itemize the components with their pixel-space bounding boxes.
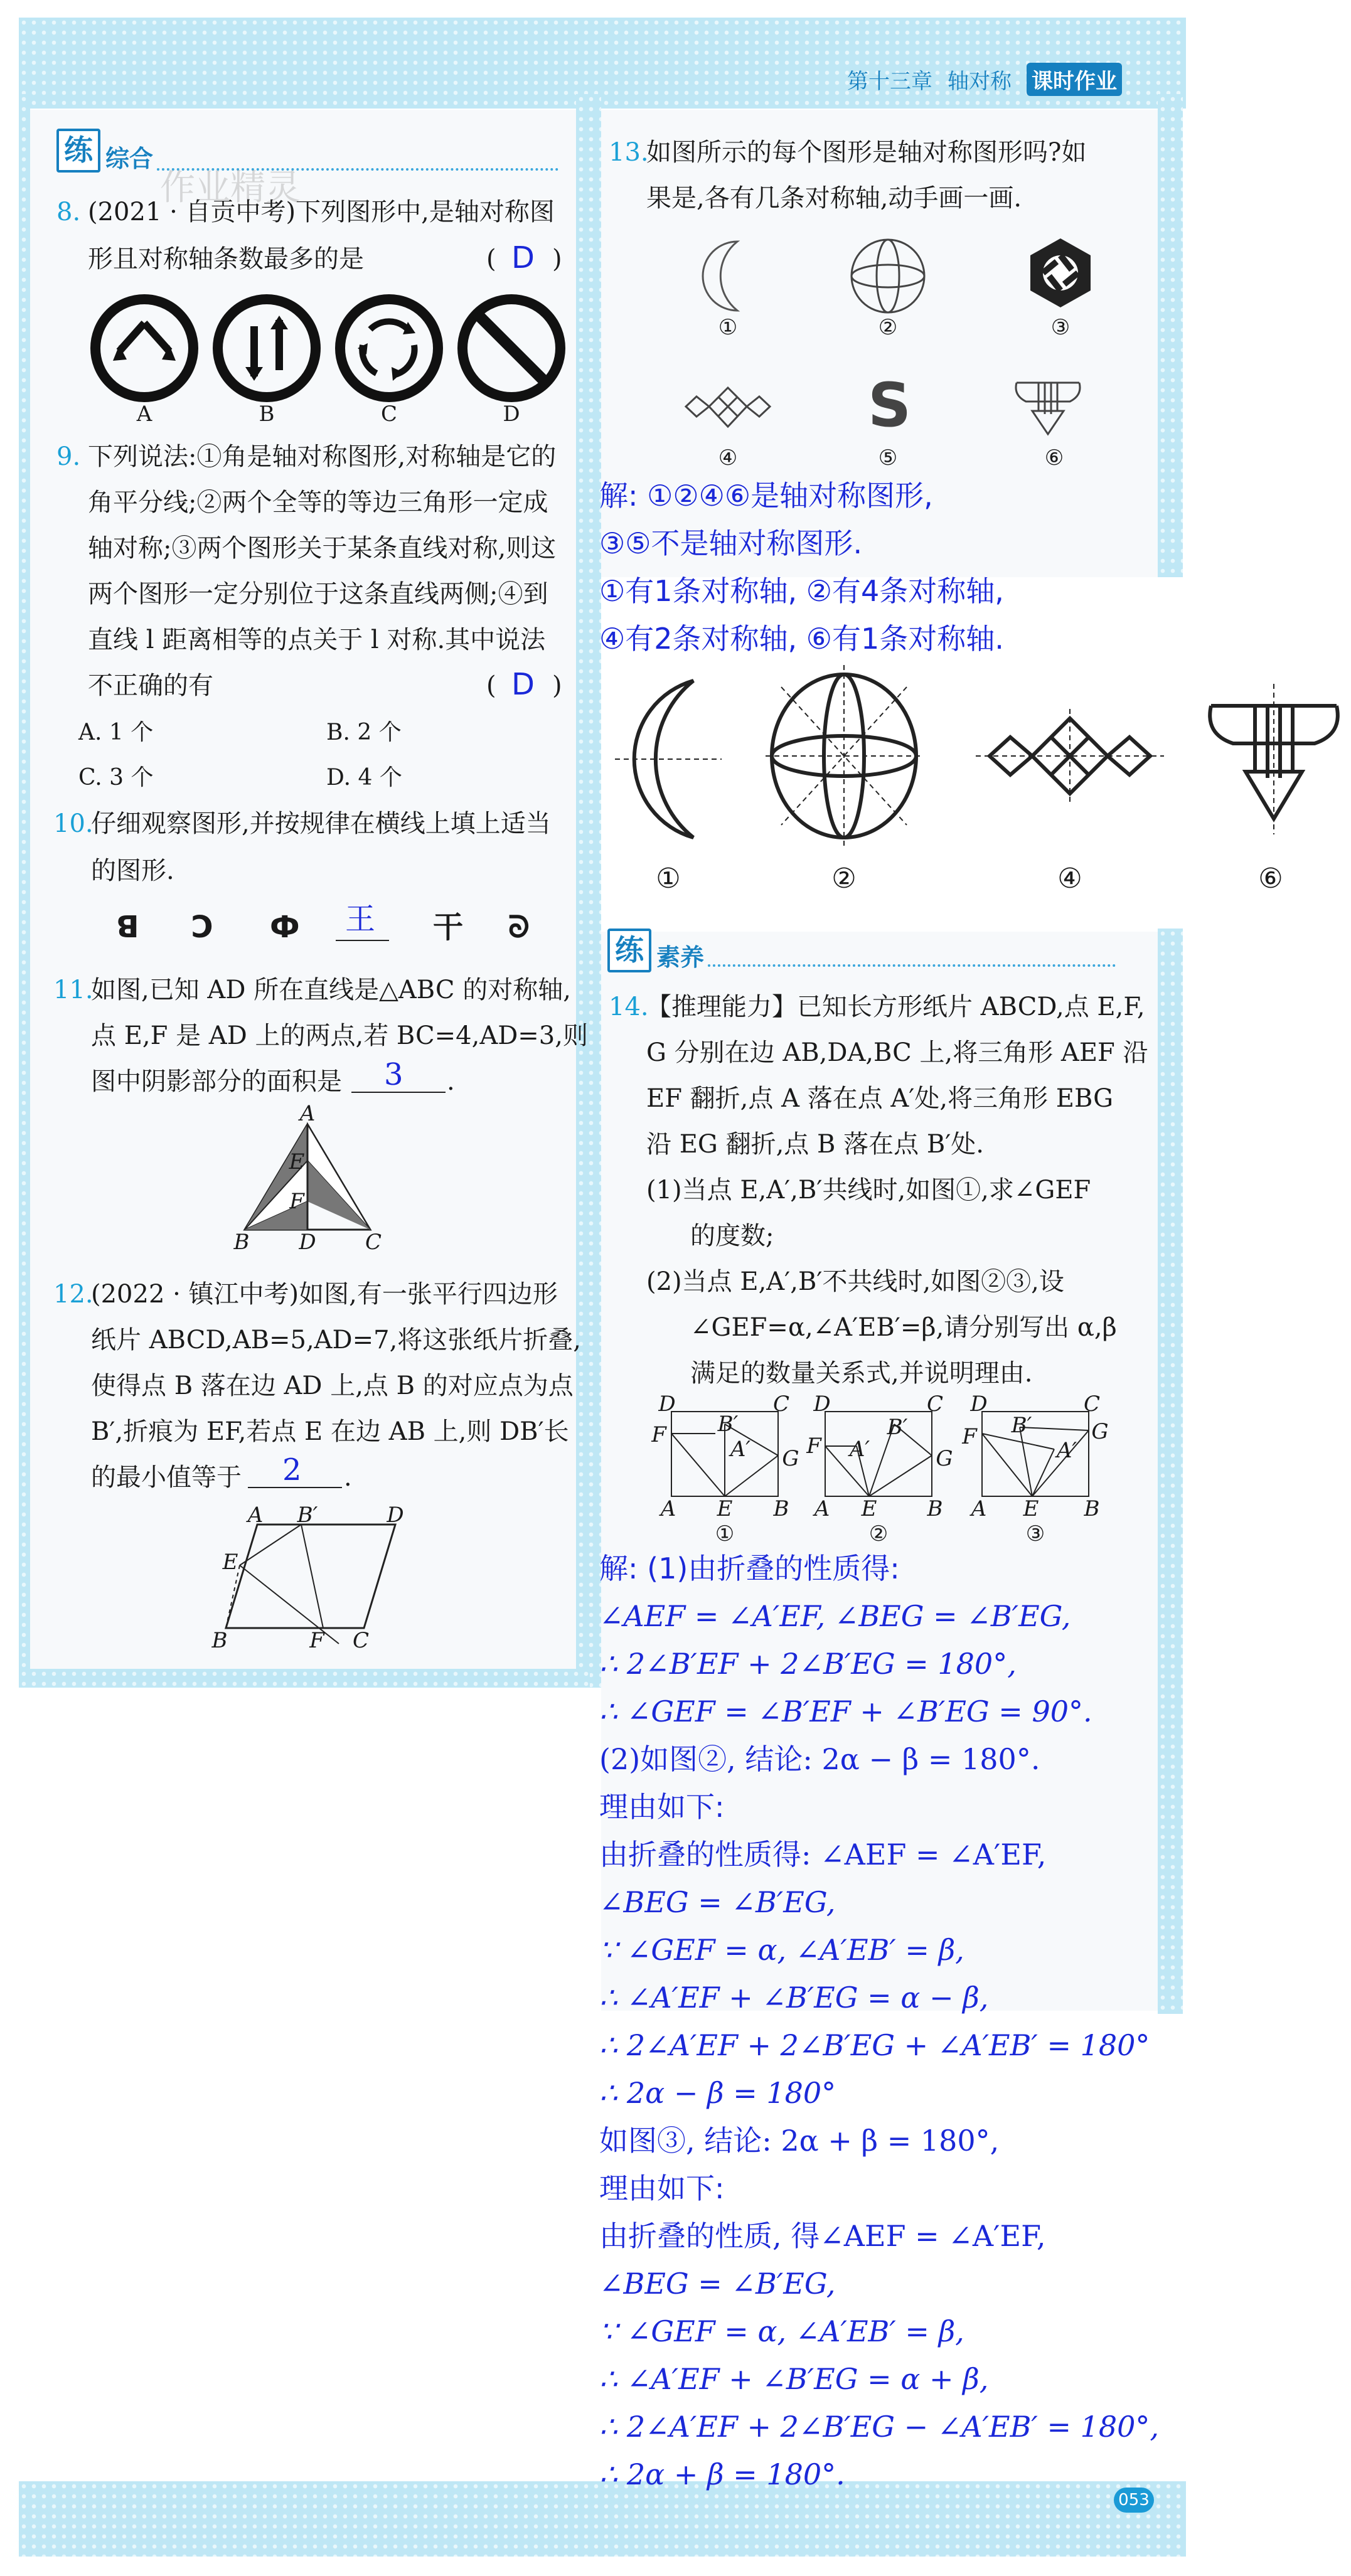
q8-label-c: C xyxy=(380,402,397,427)
q11-line-3: 图中阴影部分的面积是 xyxy=(91,1067,342,1096)
q9-line-2: 角平分线;②两个全等的等边三角形一定成 xyxy=(88,488,548,517)
q13-number: 13. xyxy=(609,138,649,167)
q11-label-e: E xyxy=(289,1149,305,1174)
q14-solution-line-9: ∵ ∠GEF = α, ∠A′EB′ = β, xyxy=(599,1933,964,1967)
q14-solution-line-8: ∠BEG = ∠B′EG, xyxy=(599,1885,836,1919)
q12-line-3: 使得点 B 落在边 AD 上,点 B 的对应点为点 xyxy=(91,1371,574,1400)
q9-answer: D xyxy=(511,667,535,702)
q13-axis-label-6: ⑥ xyxy=(1258,863,1283,895)
q14-sub2-line-1: (2)当点 E,A′,B′不共线时,如图②③,设 xyxy=(646,1267,1064,1296)
q11-blank-line xyxy=(351,1092,446,1093)
q14-f1-label-bp: B′ xyxy=(717,1412,739,1437)
q13-axis-label-4: ④ xyxy=(1057,863,1082,895)
q14-f3-label-c: C xyxy=(1083,1392,1100,1417)
q8-sign-a xyxy=(88,292,201,405)
q13-solution-line-4: ④有2条对称轴, ⑥有1条对称轴. xyxy=(599,622,1004,656)
right-stripe-bottom xyxy=(1158,929,1183,2014)
q9-line-1: 下列说法:①角是轴对称图形,对称轴是它的 xyxy=(88,442,557,471)
q14-f2-label-c: C xyxy=(926,1392,943,1417)
q12-label-bp: B′ xyxy=(297,1503,318,1528)
q12-label-d: D xyxy=(387,1503,404,1528)
q12-period: . xyxy=(344,1463,352,1492)
q13-flower-figure xyxy=(847,235,929,317)
q12-label-e: E xyxy=(222,1550,238,1575)
q13-axis-flower xyxy=(762,662,926,850)
section-title-literacy: 素养 xyxy=(656,944,705,971)
q12-line-1: (2022 · 镇江中考)如图,有一张平行四边形 xyxy=(91,1280,558,1309)
q13-caption-3: ③ xyxy=(1050,315,1071,340)
q14-f3-label-g: G xyxy=(1091,1419,1109,1444)
q12-line-5: 的最小值等于 xyxy=(91,1463,242,1492)
q9-number: 9. xyxy=(56,442,81,471)
q14-sub1-line-2: 的度数; xyxy=(690,1221,774,1250)
q14-f2-label-g: G xyxy=(936,1446,953,1471)
q13-moon-figure xyxy=(706,238,750,314)
q13-caption-1: ① xyxy=(718,315,738,340)
q11-period: . xyxy=(447,1067,455,1096)
q12-label-b: B xyxy=(211,1628,228,1653)
q9-paren-right: ) xyxy=(552,671,562,700)
q14-f2-label-f: F xyxy=(806,1434,821,1459)
q14-f3-label-b: B xyxy=(1084,1496,1100,1521)
q8-answer: D xyxy=(511,240,535,275)
q13-caption-2: ② xyxy=(878,315,898,340)
q8-paren-left: ( xyxy=(486,245,496,274)
q8-sign-d xyxy=(455,292,568,405)
q14-line-3: EF 翻折,点 A 落在点 A′处,将三角形 EBG xyxy=(646,1084,1114,1113)
q14-solution-line-13: 如图③, 结论: 2α + β = 180°, xyxy=(599,2124,1000,2158)
q14-f2-label-a: A xyxy=(814,1496,830,1521)
q9-option-d: D. 4 个 xyxy=(326,765,402,790)
q11-label-a: A xyxy=(299,1101,316,1126)
q14-f2-label-b: B xyxy=(927,1496,943,1521)
q10-shape-3: Ф xyxy=(270,910,300,945)
q13-caption-6: ⑥ xyxy=(1044,445,1064,471)
q9-line-5: 直线 l 距离相等的点关于 l 对称.其中说法 xyxy=(88,625,546,654)
q14-line-4: 沿 EG 翻折,点 B 落在点 B′处. xyxy=(646,1130,985,1159)
q14-solution-line-7: 由折叠的性质得: ∠AEF = ∠A′EF, xyxy=(599,1838,1047,1871)
right-stripe-top xyxy=(1158,94,1183,577)
q14-f3-label-f: F xyxy=(962,1424,977,1449)
q10-shape-5: 干 xyxy=(433,910,464,945)
q13-line-2: 果是,各有几条对称轴,动手画一画. xyxy=(646,184,1022,213)
q12-blank-line xyxy=(248,1487,342,1488)
q10-line-1: 仔细观察图形,并按规律在横线上填上适当 xyxy=(91,809,551,838)
q12-line-4: B′,折痕为 EF,若点 E 在边 AB 上,则 DB′长 xyxy=(91,1417,569,1446)
q11-number: 11. xyxy=(53,976,93,1004)
q14-f3-label-d: D xyxy=(970,1392,988,1417)
q8-paren-right: ) xyxy=(552,245,562,274)
q12-number: 12. xyxy=(53,1280,93,1309)
q10-shape-1: ꓭ xyxy=(116,910,139,945)
q14-sub1-line-1: (1)当点 E,A′,B′共线时,如图①,求∠GEF xyxy=(646,1176,1091,1205)
q14-solution-line-5: (2)如图②, 结论: 2α − β = 180°. xyxy=(599,1742,1040,1776)
q14-f1-label-ap: A′ xyxy=(730,1437,751,1462)
q14-solution-line-19: ∴ 2∠A′EF + 2∠B′EG − ∠A′EB′ = 180°, xyxy=(599,2410,1160,2444)
q14-f2-label-ap: A′ xyxy=(849,1437,870,1462)
q12-line-2: 纸片 ABCD,AB=5,AD=7,将这张纸片折叠, xyxy=(91,1326,582,1355)
q14-solution-line-1: 解: (1)由折叠的性质得: xyxy=(599,1551,900,1585)
q10-line-2: 的图形. xyxy=(91,856,174,885)
q13-knot-figure xyxy=(681,383,775,433)
q8-label-a: A xyxy=(136,402,152,427)
q11-answer: 3 xyxy=(384,1057,403,1092)
q9-option-a: A. 1 个 xyxy=(78,720,154,745)
q14-f2-label-bp: B′ xyxy=(887,1415,908,1440)
q14-solution-line-3: ∴ 2∠B′EF + 2∠B′EG = 180°, xyxy=(599,1647,1017,1681)
q13-axis-knot xyxy=(976,709,1164,803)
q10-number: 10. xyxy=(53,809,93,838)
q9-paren-left: ( xyxy=(486,671,496,700)
q13-solution-line-2: ③⑤不是轴对称图形. xyxy=(599,526,863,560)
q14-solution-line-15: 由折叠的性质, 得∠AEF = ∠A′EF, xyxy=(599,2219,1046,2253)
q10-shape-2: ꓛ xyxy=(191,910,214,945)
q13-line-1: 如图所示的每个图形是轴对称图形吗?如 xyxy=(646,138,1087,167)
q8-number: 8. xyxy=(56,198,81,226)
q10-blank-line xyxy=(336,940,389,941)
q13-solution-line-1: 解: ①②④⑥是轴对称图形, xyxy=(599,479,933,513)
q14-sub2-line-3: 满足的数量关系式,并说明理由. xyxy=(690,1359,1033,1388)
section-icon-literacy: 练 xyxy=(607,929,651,972)
q14-solution-line-4: ∴ ∠GEF = ∠B′EF + ∠B′EG = 90°. xyxy=(599,1695,1092,1728)
q14-solution-line-18: ∴ ∠A′EF + ∠B′EG = α + β, xyxy=(599,2362,989,2396)
q14-sub2-line-2: ∠GEF=α,∠A′EB′=β,请分别写出 α,β xyxy=(690,1313,1117,1342)
left-bottom-band xyxy=(19,1669,590,1688)
q13-caption-4: ④ xyxy=(718,445,738,471)
q14-solution-line-14: 理由如下: xyxy=(599,2171,725,2205)
q10-shape-6: ᘐ xyxy=(508,910,530,945)
page-number: 053 xyxy=(1114,2488,1154,2513)
q11-line-2: 点 E,F 是 AD 上的两点,若 BC=4,AD=3,则 xyxy=(91,1021,588,1050)
q11-triangle-figure xyxy=(232,1117,383,1242)
q9-option-c: C. 3 个 xyxy=(78,765,154,790)
q11-label-c: C xyxy=(365,1230,382,1255)
q13-axis-label-1: ① xyxy=(656,863,681,895)
q9-line-4: 两个图形一定分别位于这条直线两侧;④到 xyxy=(88,580,548,609)
q14-f1-label-f: F xyxy=(651,1422,666,1447)
watermark: 作业精灵 xyxy=(160,168,301,208)
q14-line-1: 【推理能力】已知长方形纸片 ABCD,点 E,F, xyxy=(646,993,1145,1021)
q12-label-c: C xyxy=(352,1628,369,1653)
chapter-header xyxy=(847,61,1122,97)
q8-label-d: D xyxy=(503,402,520,427)
q8-sign-c xyxy=(333,292,446,405)
q14-solution-line-17: ∵ ∠GEF = α, ∠A′EB′ = β, xyxy=(599,2314,964,2348)
q14-f3-label-e: E xyxy=(1023,1496,1039,1521)
q14-f2-label-d: D xyxy=(813,1392,831,1417)
left-stripe xyxy=(19,94,30,1688)
chapter-label: 第十三章 xyxy=(847,68,932,94)
q11-label-b: B xyxy=(233,1230,250,1255)
q13-axis-lyre xyxy=(1205,684,1343,834)
q14-line-2: G 分别在边 AB,DA,BC 上,将三角形 AEF 沿 xyxy=(646,1038,1148,1067)
q13-axis-label-2: ② xyxy=(831,863,857,895)
q14-f1-label-e: E xyxy=(717,1496,733,1521)
middle-stripe xyxy=(576,94,601,1688)
q14-solution-line-11: ∴ 2∠A′EF + 2∠B′EG + ∠A′EB′ = 180° xyxy=(599,2028,1150,2062)
q14-f1-label-b: B xyxy=(773,1496,789,1521)
q9-line-3: 轴对称;③两个图形关于某条直线对称,则这 xyxy=(88,534,557,563)
q14-f1-label-c: C xyxy=(772,1392,789,1417)
q14-solution-line-20: ∴ 2α + β = 180°. xyxy=(599,2457,845,2491)
q14-figure-2 xyxy=(822,1408,935,1503)
q14-number: 14. xyxy=(609,993,649,1021)
section-title-comprehensive: 综合 xyxy=(105,145,154,173)
q14-solution-line-12: ∴ 2α − β = 180° xyxy=(599,2076,836,2110)
brand-label: 课时作业 xyxy=(1027,63,1122,96)
q13-axis-moon xyxy=(612,674,725,844)
q14-solution-line-6: 理由如下: xyxy=(599,1790,725,1824)
q13-s-figure: S xyxy=(868,370,912,440)
q13-solution-line-3: ①有1条对称轴, ②有4条对称轴, xyxy=(599,574,1004,608)
q8-line-2: 形且对称轴条数最多的是 xyxy=(88,245,364,274)
q14-fig-caption-2: ② xyxy=(868,1521,889,1546)
topic-label: 轴对称 xyxy=(948,68,1012,94)
q10-answer: 王 xyxy=(345,902,376,937)
q14-f3-label-bp: B′ xyxy=(1011,1413,1032,1438)
q12-label-f: F xyxy=(309,1628,324,1653)
q14-f3-label-ap: A′ xyxy=(1056,1438,1077,1463)
q13-lyre-figure xyxy=(1010,376,1086,439)
q12-label-a: A xyxy=(247,1503,264,1528)
q12-answer: 2 xyxy=(282,1452,302,1488)
q8-line-1: (2021 · 自贡中考)下列图形中,是轴对称图 xyxy=(88,198,555,226)
q13-aperture-figure xyxy=(1023,235,1098,311)
q14-fig-caption-1: ① xyxy=(715,1521,735,1546)
q14-fig-caption-3: ③ xyxy=(1025,1521,1045,1546)
q9-option-b: B. 2 个 xyxy=(326,720,402,745)
q14-solution-line-10: ∴ ∠A′EF + ∠B′EG = α − β, xyxy=(599,1981,989,2014)
q14-f1-label-d: D xyxy=(658,1392,676,1417)
section-icon-practice: 练 xyxy=(56,129,100,173)
q14-solution-line-16: ∠BEG = ∠B′EG, xyxy=(599,2267,836,2301)
q14-f1-label-a: A xyxy=(660,1496,676,1521)
q14-f1-label-g: G xyxy=(782,1446,799,1471)
q13-caption-5: ⑤ xyxy=(878,445,898,471)
q14-f3-label-a: A xyxy=(971,1496,987,1521)
section-divider-2 xyxy=(708,964,1116,967)
q8-label-b: B xyxy=(259,402,275,427)
q11-label-f: F xyxy=(289,1189,304,1214)
q9-line-6: 不正确的有 xyxy=(88,671,213,700)
q11-label-d: D xyxy=(299,1230,316,1255)
q14-solution-line-2: ∠AEF = ∠A′EF, ∠BEG = ∠B′EG, xyxy=(599,1599,1071,1633)
q11-line-1: 如图,已知 AD 所在直线是△ABC 的对称轴, xyxy=(91,976,571,1004)
q14-f2-label-e: E xyxy=(861,1496,877,1521)
q8-sign-b xyxy=(210,292,323,405)
